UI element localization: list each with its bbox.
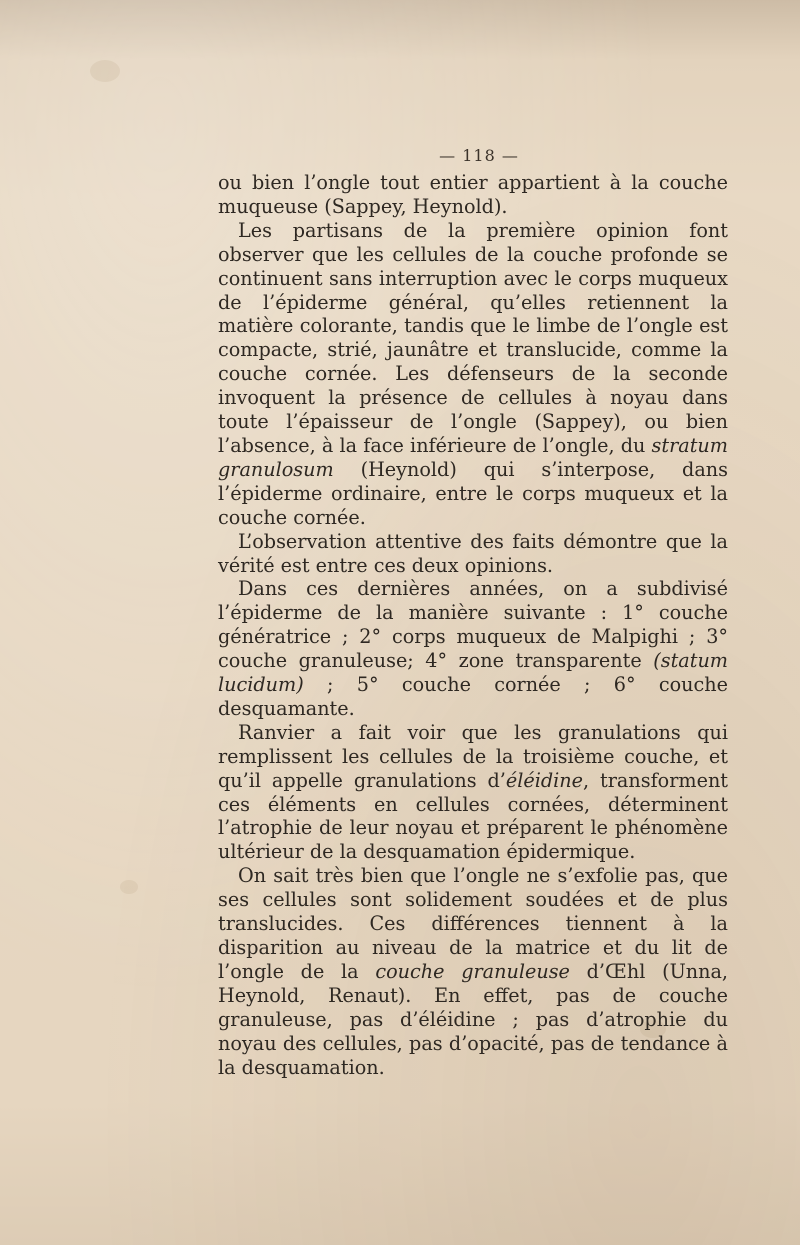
paragraph-3 [218,530,728,578]
paragraph-text: Ranvier a fait voir que les granulations qui remplissent les cellules de la troisième couche, et qu’il appelle granulations d’ [218,720,728,792]
paragraph-text: ; 5° couche cornée ; 6° couche desquamante. [218,673,728,720]
paragraph-text: Les partisans de la première opinion font observer que les cellules de la couche profonde se continuent sans interruption avec le corps muqueux de l’épiderme général, qu’elles retiennent la matière colorante, tandis que le limbe de l’ongle est compacte, strié, jaunâtre et translucide, comme la couche cornée. Les défenseurs de la seconde invoquent la présence de cellules à noyau dans toute l’épaisseur de l’ongle (Sappey), ou bien l’absence, à la face inférieure de l’ongle, du [218,218,728,457]
paragraph-2 [218,219,728,530]
paragraph-6 [218,864,728,1079]
paragraph-4 [218,577,728,720]
paragraph-text: , transforment ces éléments en cellules cornées, déterminent l’atrophie de leur noyau et préparent le phénomène ultérieur de la desquamation épidermique. [218,768,729,864]
paragraph-text: L’observation attentive des faits démontre que la vérité est entre ces deux opinions. [218,529,728,577]
italic-term: stratum granulosum [218,433,728,481]
paragraph-text: ou bien l’ongle tout entier appartient à la couche muqueuse (Sappey, Heynold). [218,171,728,218]
page-number: — 118 — [439,146,519,165]
italic-term: éléidine [505,768,584,792]
paragraph-1 [218,171,728,219]
body-text [218,171,728,1079]
italic-term: (statum lucidum) [218,649,728,697]
paragraph-text: On sait très bien que l’ongle ne s’exfolie pas, que ses cellules sont solidement soudées et de plus translucides. Ces différences tiennent à la disparition au niveau de la matrice et du lit de l’ongle de la [218,864,728,983]
paragraph-5 [218,721,728,864]
paper-stain [90,60,120,82]
paragraph-text: (Heynold) qui s’interpose, dans l’épiderme ordinaire, entre le corps muqueux et la couche cornée. [218,457,728,529]
paper-stain [120,880,138,894]
italic-term: couche granuleuse [375,959,570,983]
paragraph-text: d’Œhl (Unna, Heynold, Renaut). En effet, pas de couche granuleuse, pas d’éléidine ; pas d’atrophie du noyau des cellules, pas d’opacité, pas de tendance à la desquamation. [218,959,728,1079]
paragraph-text: Dans ces dernières années, on a subdivisé l’épiderme de la manière suivante : 1° couche génératrice ; 2° corps muqueux de Malpighi ; 3° couche granuleuse; 4° zone transparente [218,577,728,673]
